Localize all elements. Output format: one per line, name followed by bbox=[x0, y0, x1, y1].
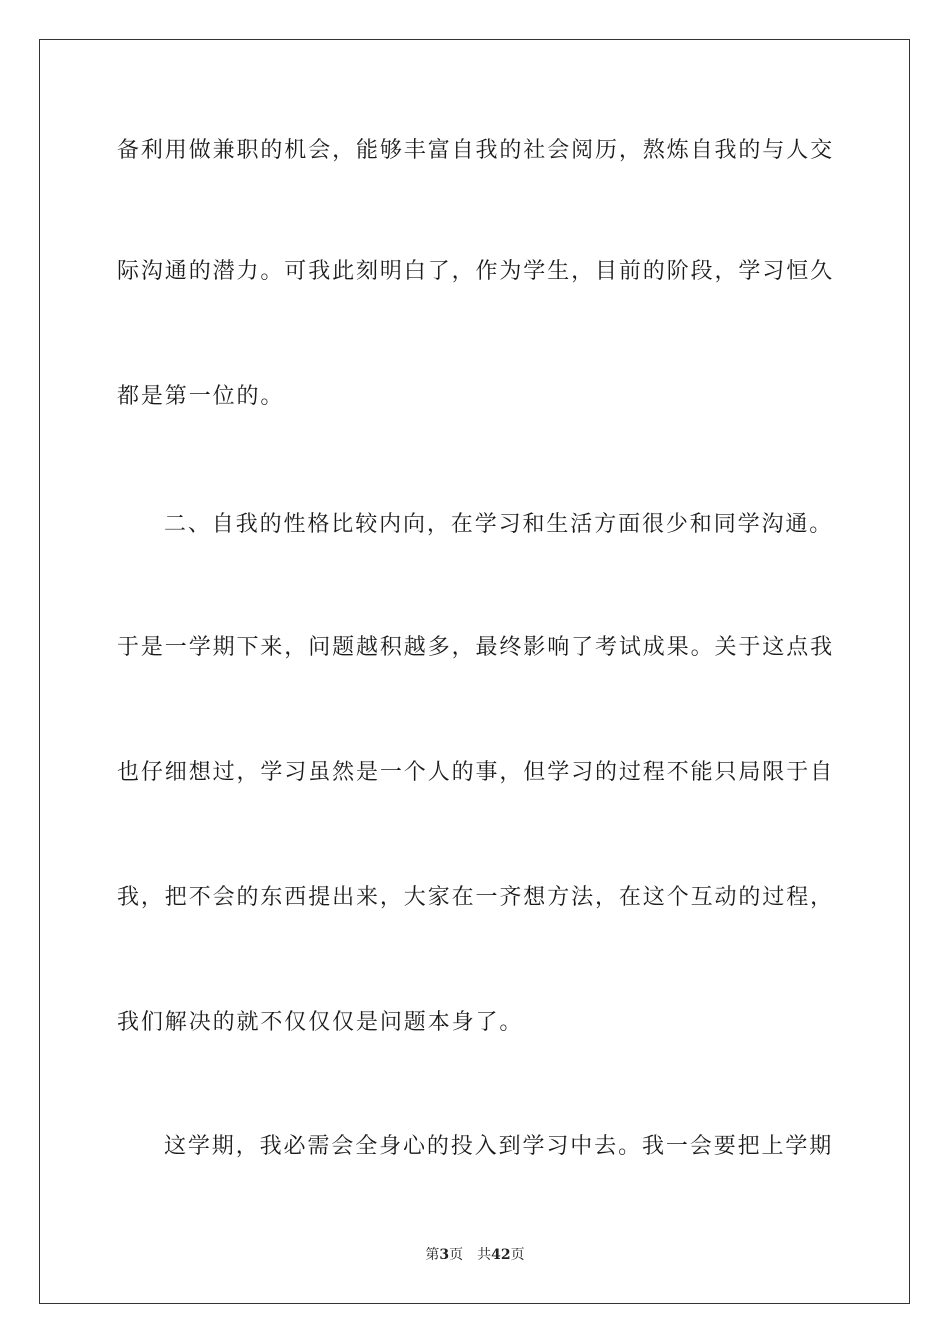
total-prefix: 共 bbox=[477, 1247, 492, 1263]
page-footer bbox=[0, 1246, 950, 1264]
text-line: 我，把不会的东西提出来，大家在一齐想方法，在这个互动的过程， bbox=[117, 885, 835, 910]
page-total: 42 bbox=[491, 1247, 511, 1263]
page-current: 3 bbox=[439, 1247, 450, 1263]
text-line: 于是一学期下来，问题越积越多，最终影响了考试成果。关于这点我 bbox=[117, 635, 835, 660]
text-line: 际沟通的潜力。可我此刻明白了，作为学生，目前的阶段，学习恒久 bbox=[117, 259, 835, 284]
paragraph-start-line: 二、自我的性格比较内向，在学习和生活方面很少和同学沟通。 bbox=[164, 512, 834, 537]
page-border bbox=[39, 39, 910, 1304]
paragraph-start-line: 这学期，我必需会全身心的投入到学习中去。我一会要把上学期 bbox=[164, 1134, 834, 1159]
text-line: 我们解决的就不仅仅仅是问题本身了。 bbox=[117, 1010, 524, 1035]
page-prefix: 第 bbox=[425, 1247, 440, 1263]
total-suffix: 页 bbox=[510, 1247, 525, 1263]
text-line: 备利用做兼职的机会，能够丰富自我的社会阅历，熬炼自我的与人交 bbox=[117, 138, 835, 163]
page-suffix: 页 bbox=[449, 1247, 464, 1263]
text-line: 也仔细想过，学习虽然是一个人的事，但学习的过程不能只局限于自 bbox=[117, 760, 835, 785]
text-line: 都是第一位的。 bbox=[117, 384, 285, 409]
